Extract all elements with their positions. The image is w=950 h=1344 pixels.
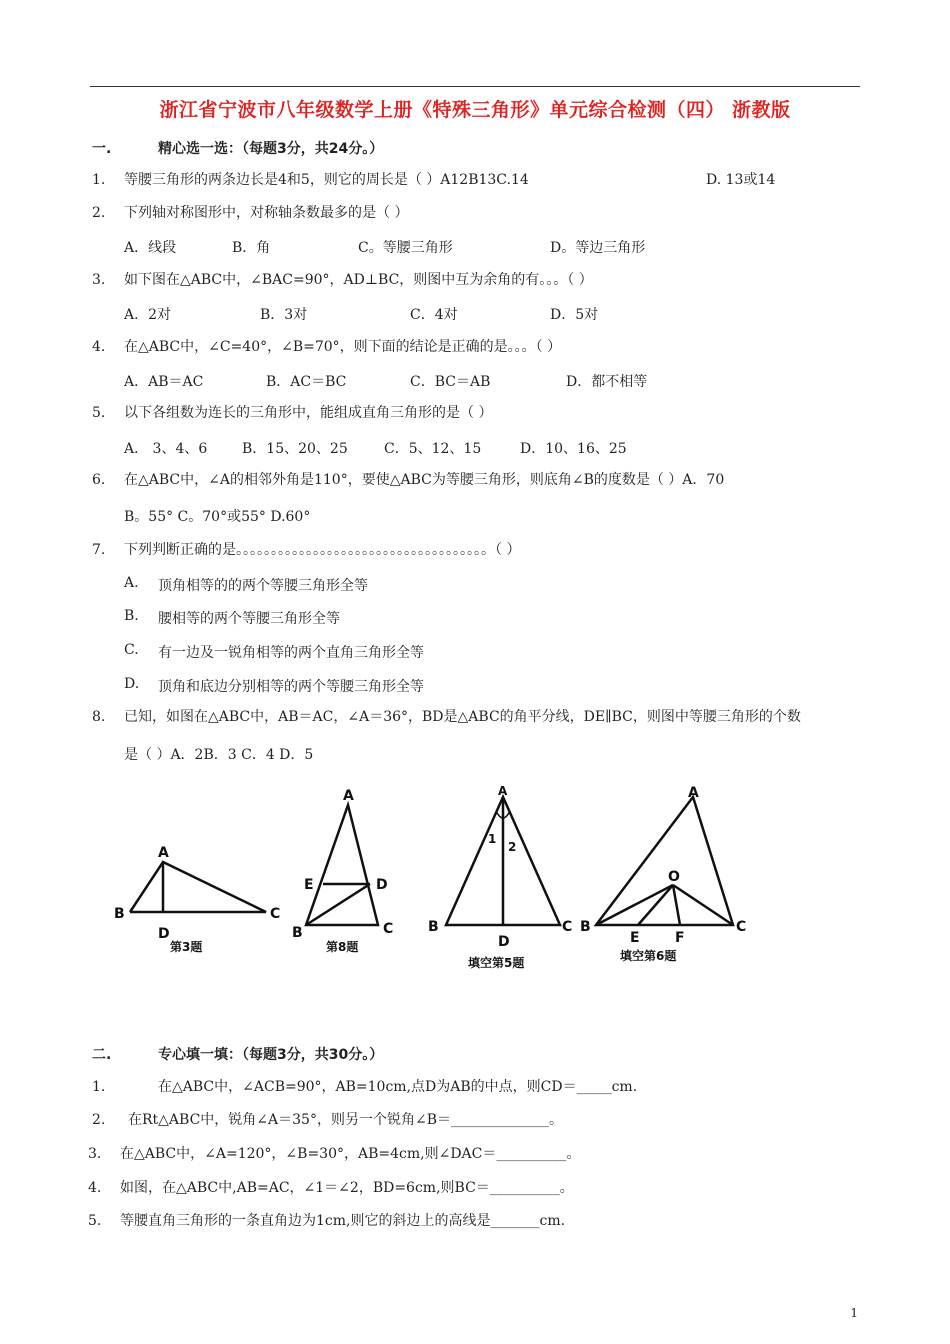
fig3-label-a: A xyxy=(498,785,508,798)
fig2-label-e: E xyxy=(304,877,314,893)
section-2-heading xyxy=(92,1044,383,1064)
fig4-bo xyxy=(596,885,673,925)
question-number: 8. xyxy=(92,709,106,725)
fig4-caption: 填空第6题 xyxy=(620,949,677,963)
option-a: A．2对 xyxy=(124,307,172,323)
fill-number: 4. xyxy=(88,1180,102,1196)
option-a: A．AB＝AC xyxy=(124,374,204,390)
question-number: 4. xyxy=(92,339,106,355)
fig2-label-a: A xyxy=(343,788,354,804)
question-option-d: D. 13或14 xyxy=(706,172,776,188)
fig4-label-a: A xyxy=(688,785,699,801)
fill-text: 在Rt△ABC中，锐角∠A＝35°，则另一个锐角∠B＝______________。 xyxy=(128,1112,563,1128)
question-text-continued: B。55° C。70°或55° D.60° xyxy=(124,509,311,525)
list-item-key: A. xyxy=(124,575,139,591)
option-b: B．3对 xyxy=(260,307,308,323)
question-text: 已知，如图在△ABC中，AB＝AC，∠A＝36°，BD是△ABC的角平分线，DE∥BC，则图中等腰三角形的个数 xyxy=(124,709,801,725)
fill-number: 2. xyxy=(92,1112,106,1128)
section-1-label: 精心选一选：（每题3分，共24分。） xyxy=(158,141,384,157)
option-b: B．15、20、25 xyxy=(242,441,348,457)
fig3-label-b: B xyxy=(428,919,439,935)
fig4-oe xyxy=(638,885,673,925)
question-text: 以下各组数为连长的三角形中，能组成直角三角形的是（ ） xyxy=(124,405,493,421)
fig4-triangle xyxy=(596,797,733,925)
option-d: D。等边三角形 xyxy=(550,240,646,256)
option-c: C．BC＝AB xyxy=(410,374,491,390)
section-1-number: 一. xyxy=(92,141,112,157)
fill-number: 1. xyxy=(92,1079,106,1095)
option-c: C．4对 xyxy=(410,307,458,323)
list-item-key: D. xyxy=(124,676,140,692)
section-2-label: 专心填一填：（每题3分，共30分。） xyxy=(158,1047,384,1063)
fig2-triangle xyxy=(306,805,378,925)
fig3-label-1: 1 xyxy=(488,832,497,846)
fig1-label-c: C xyxy=(270,906,281,922)
page-number: 1 xyxy=(850,1306,858,1320)
option-c: C．5、12、15 xyxy=(384,441,482,457)
option-d: D．10、16、25 xyxy=(520,441,627,457)
fig3-label-d: D xyxy=(498,934,510,950)
option-c: C。等腰三角形 xyxy=(358,240,453,256)
fig4-label-e: E xyxy=(630,930,640,946)
question-text: 下列判断正确的是。。。。。。。。。。。。。。。。。。。。。。。。。。。。。。。。。。。。（ ） xyxy=(124,542,521,558)
figures-panel xyxy=(108,785,748,975)
fill-number: 3. xyxy=(88,1146,102,1162)
option-a: A．线段 xyxy=(124,240,177,256)
section-2-number: 二. xyxy=(92,1047,112,1063)
list-item-key: C. xyxy=(124,642,139,658)
list-item: 顶角相等的的两个等腰三角形全等 xyxy=(158,578,368,594)
fig2-label-c: C xyxy=(383,921,394,937)
top-rule xyxy=(90,86,860,87)
question-text: 如下图在△ABC中，∠BAC=90°，AD⊥BC，则图中互为余角的有。。。（ ） xyxy=(124,272,593,288)
section-1-heading xyxy=(92,138,383,158)
fig3-caption: 填空第5题 xyxy=(468,956,525,970)
fill-text: 在△ABC中，∠A=120°，∠B=30°，AB=4cm,则∠DAC＝__________。 xyxy=(120,1146,581,1162)
option-b: B．AC＝BC xyxy=(266,374,347,390)
question-number: 6. xyxy=(92,472,106,488)
page-title: 浙江省宁波市八年级数学上册《特殊三角形》单元综合检测（四） 浙教版 xyxy=(159,99,791,121)
list-item: 有一边及一锐角相等的两个直角三角形全等 xyxy=(158,645,424,661)
fig4-label-b: B xyxy=(580,919,591,935)
fig2-caption: 第8题 xyxy=(326,940,359,954)
fig1-label-a: A xyxy=(158,845,169,861)
fig1-label-b: B xyxy=(114,906,125,922)
fig4-label-c: C xyxy=(736,919,747,935)
option-a: A． 3、4、6 xyxy=(124,441,208,457)
fill-text: 在△ABC中，∠ACB=90°，AB=10cm,点D为AB的中点，则CD＝_____cm. xyxy=(158,1079,638,1095)
fill-text: 如图，在△ABC中,AB=AC，∠1＝∠2，BD=6cm,则BC＝__________。 xyxy=(120,1180,574,1196)
option-d: D．5对 xyxy=(550,307,599,323)
question-number: 2. xyxy=(92,205,106,221)
fig4-of xyxy=(673,885,680,925)
option-d: D．都不相等 xyxy=(566,374,648,390)
option-b: B．角 xyxy=(232,240,271,256)
fig2-label-d: D xyxy=(376,877,388,893)
question-number: 3. xyxy=(92,272,106,288)
list-item: 腰相等的两个等腰三角形全等 xyxy=(158,611,340,627)
fig4-co xyxy=(673,885,733,925)
fig4-label-f: F xyxy=(675,930,685,946)
question-number: 1. xyxy=(92,172,106,188)
fig3-label-2: 2 xyxy=(508,840,517,854)
question-text: 在△ABC中，∠A的相邻外角是110°，要使△ABC为等腰三角形，则底角∠B的度数是（ ）A．70 xyxy=(124,472,725,488)
fill-number: 5. xyxy=(88,1213,102,1229)
fig1-caption: 第3题 xyxy=(170,940,203,954)
fig2-bd xyxy=(306,884,370,925)
fig3-label-c: C xyxy=(562,919,573,935)
question-text: 等腰三角形的两条边长是4和5，则它的周长是（ ）A12B13C.14 xyxy=(124,172,529,188)
question-text-continued: 是（ ）A．2B．3 C．4 D．5 xyxy=(124,747,314,763)
question-number: 7. xyxy=(92,542,106,558)
question-number: 5. xyxy=(92,405,106,421)
fig1-label-d: D xyxy=(158,926,170,942)
fig2-label-b: B xyxy=(292,925,303,941)
fig1-triangle xyxy=(130,862,266,912)
question-text: 下列轴对称图形中，对称轴条数最多的是（ ） xyxy=(124,205,409,221)
fig4-label-o: O xyxy=(668,869,680,885)
list-item-key: B. xyxy=(124,608,139,624)
fill-text: 等腰直角三角形的一条直角边为1cm,则它的斜边上的高线是_______cm. xyxy=(120,1213,566,1229)
question-text: 在△ABC中，∠C=40°，∠B=70°，则下面的结论是正确的是。。。（ ） xyxy=(124,339,562,355)
list-item: 顶角和底边分别相等的两个等腰三角形全等 xyxy=(158,679,424,695)
